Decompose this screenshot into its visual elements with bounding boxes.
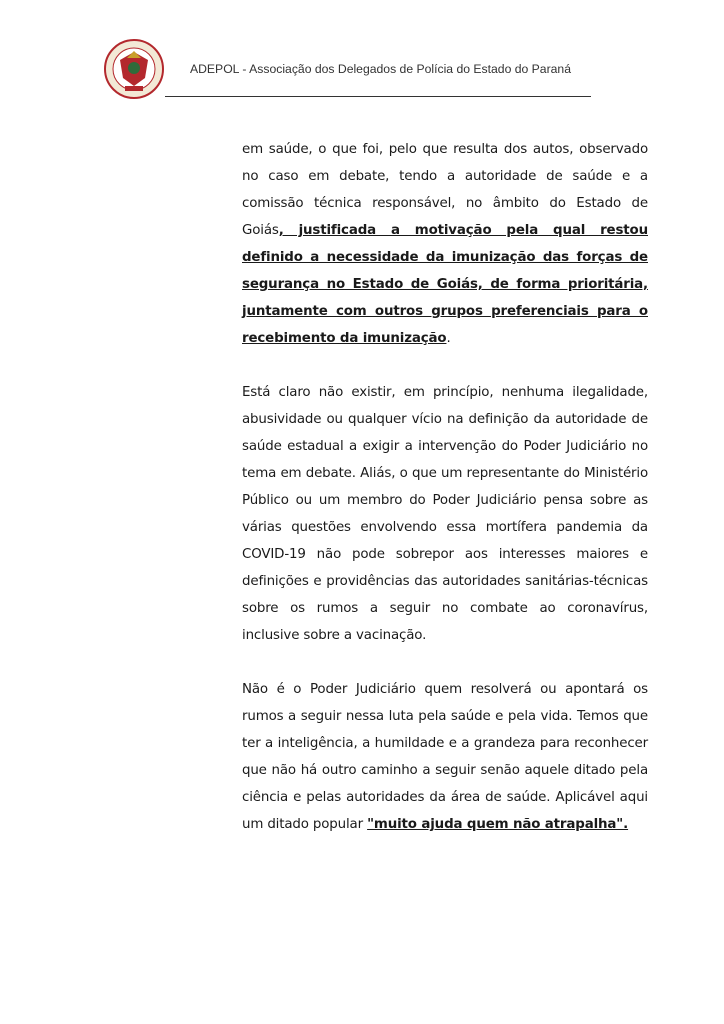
paragraph-1-period: . (446, 331, 451, 346)
adepol-logo (103, 38, 165, 100)
letterhead (103, 38, 593, 100)
paragraph-1-emphasis: , justificada a motivação pela qual restou definido a necessidade da imunização das forças de segurança no Estado de Goiás, de forma prioritária, juntamente com outros grupos preferenciais para o recebimento da imunização (242, 223, 648, 346)
paragraph-1-text: em saúde, o que foi, pelo que resulta dos autos, observado no caso em debate, tendo a autoridade de saúde e a comissão técnica responsável, no âmbito do Estado de Goiás (242, 142, 648, 238)
paragraph-1 (242, 136, 648, 352)
paragraph-3 (242, 676, 648, 838)
paragraph-2: Está claro não existir, em princípio, nenhuma ilegalidade, abusividade ou qualquer vício na definição da autoridade de saúde estadual a exigir a intervenção do Poder Judiciário no tema em debate. Aliás, o que um representante do Ministério Público ou um membro do Poder Judiciário pensa sobre as várias questões envolvendo essa mortífera pandemia da COVID-19 não pode sobrepor aos interesses maiores e definições e providências das autoridades sanitárias-técnicas sobre os rumos a seguir no combate ao coronavírus, inclusive sobre a vacinação. (242, 385, 648, 643)
paragraph-3-quote: "muito ajuda quem não atrapalha". (367, 817, 629, 832)
letterhead-title: ADEPOL - Associação dos Delegados de Polícia do Estado do Paraná (190, 62, 571, 76)
paragraph-3-text: Não é o Poder Judiciário quem resolverá ou apontará os rumos a seguir nessa luta pela saúde e pela vida. Temos que ter a inteligência, a humildade e a grandeza para reconhecer que não há outro caminho a seguir senão aquele ditado pela ciência e pelas autoridades da área de saúde. Aplicável aqui um ditado popular (242, 682, 648, 832)
header-divider (165, 96, 591, 97)
document-body (242, 136, 648, 838)
